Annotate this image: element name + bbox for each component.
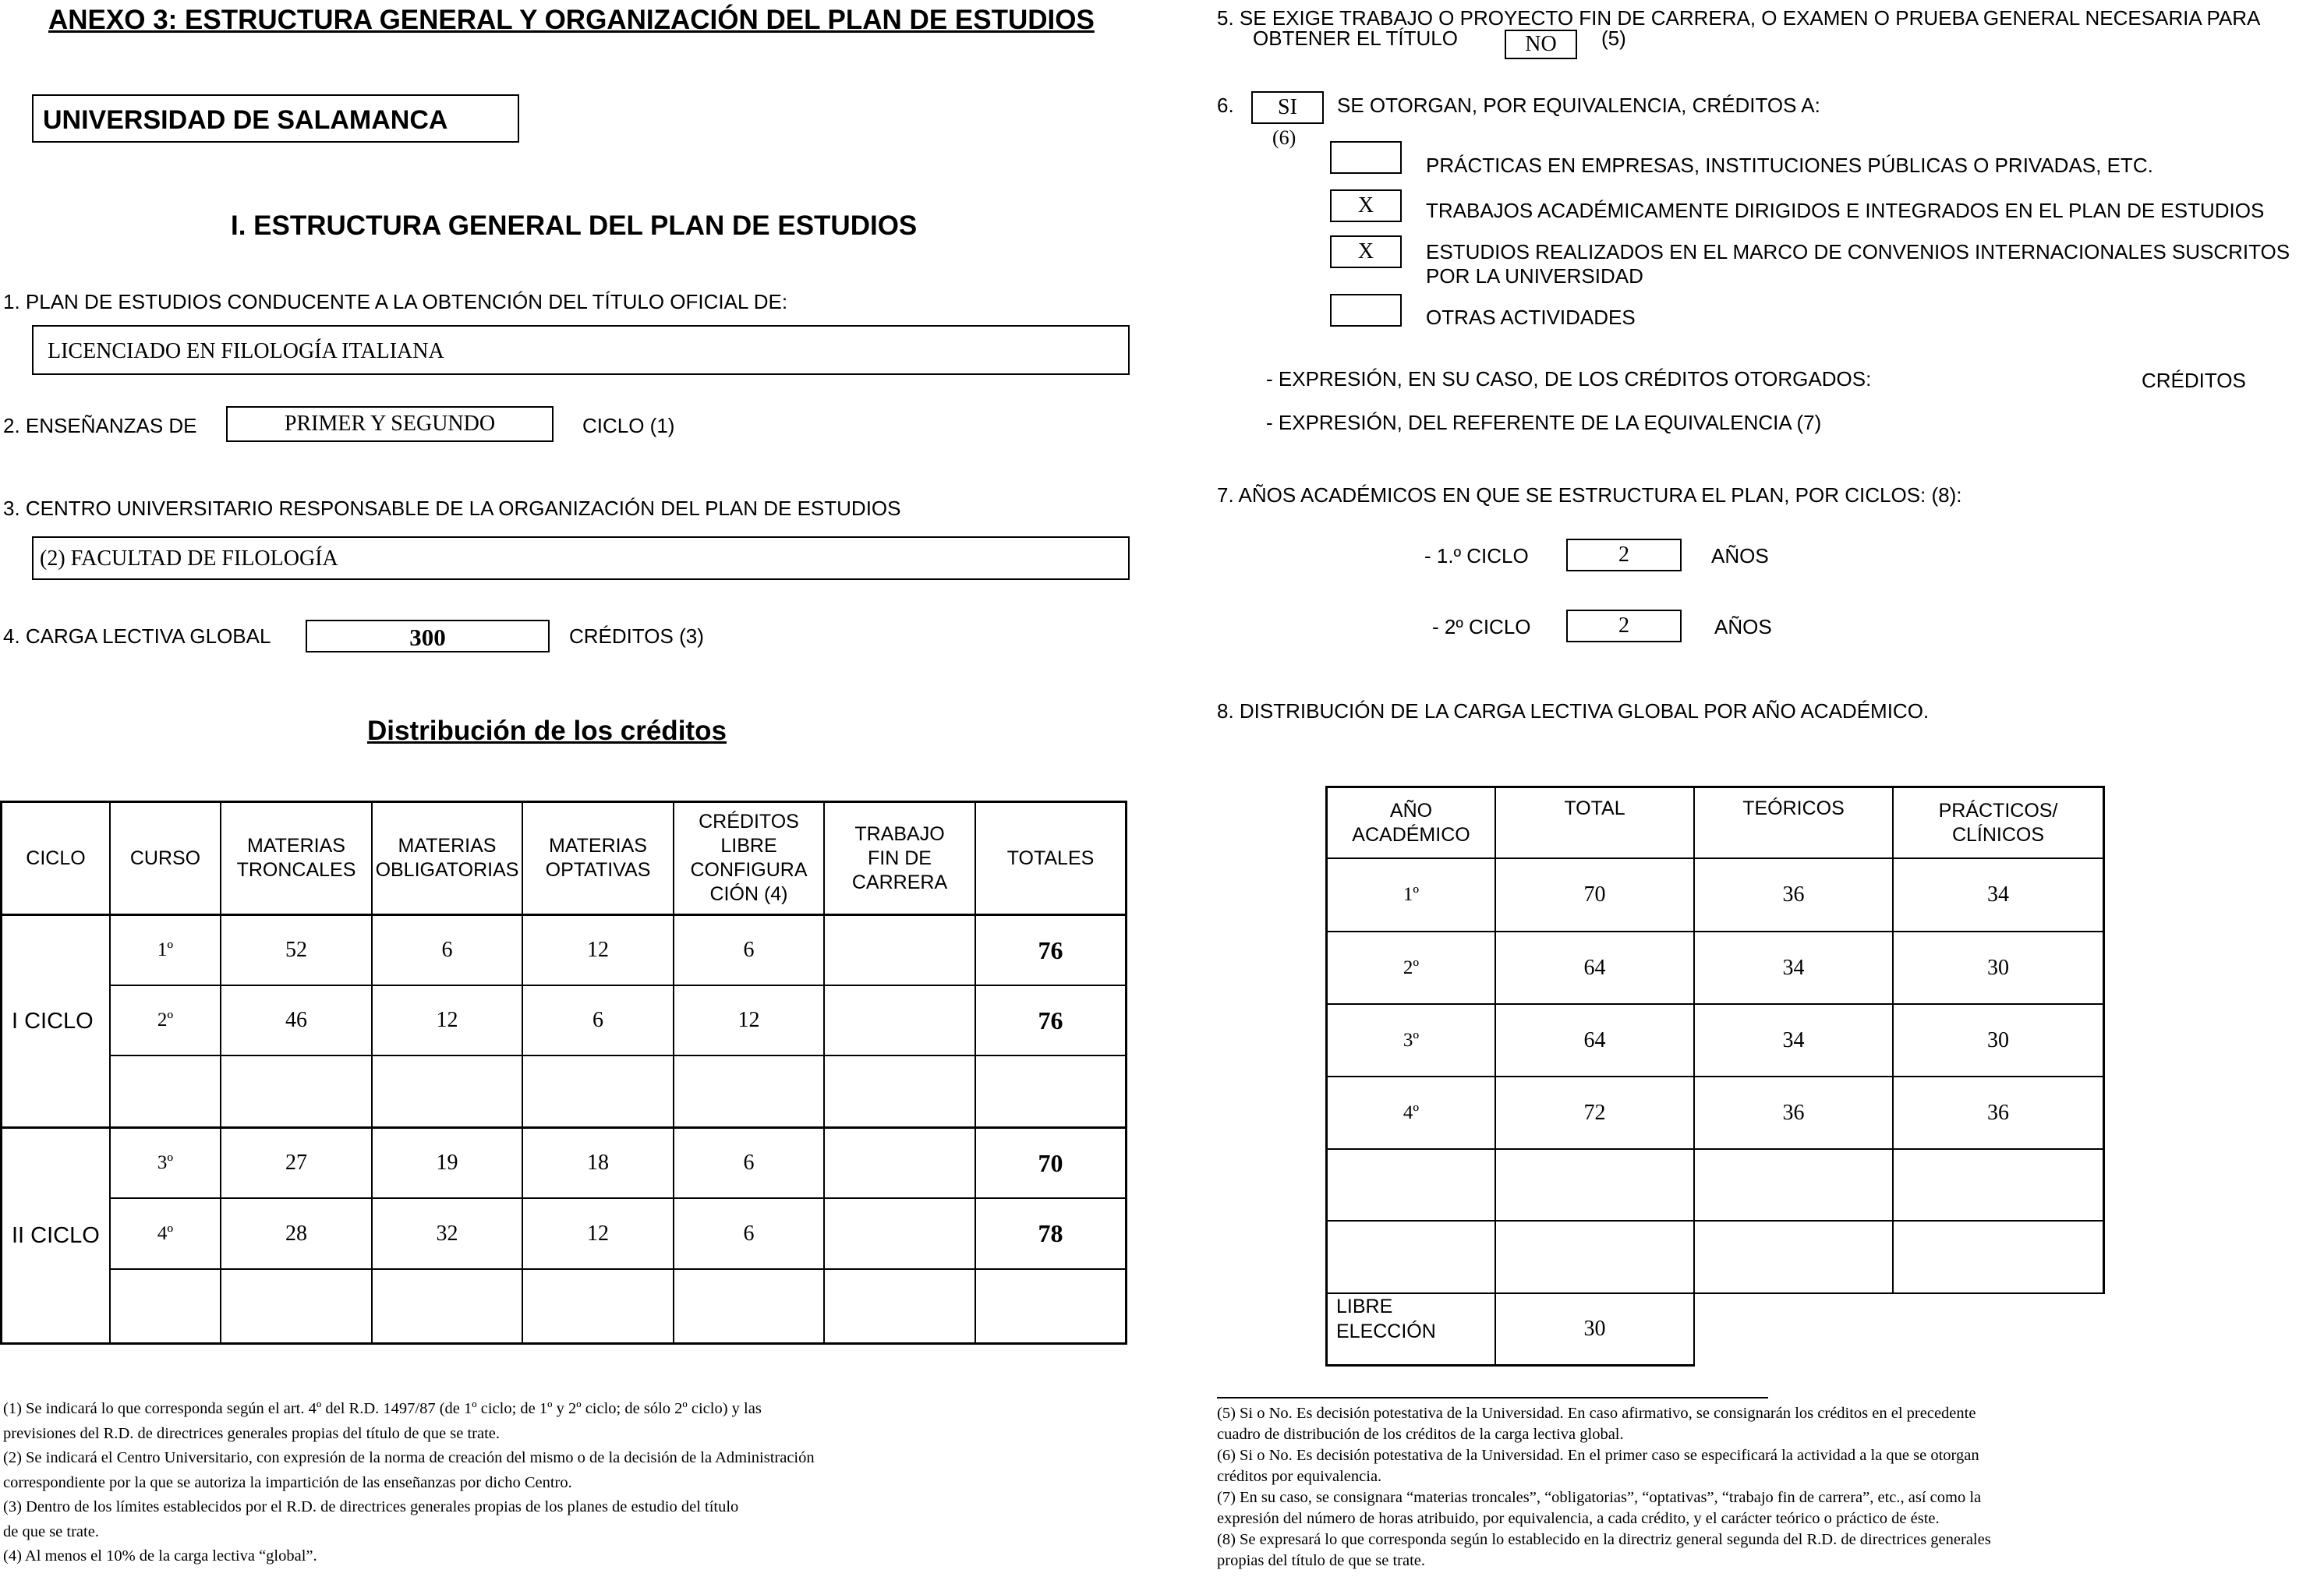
cell-obligatorias: 6 bbox=[441, 938, 453, 962]
expression-credits-label: - EXPRESIÓN, EN SU CASO, DE LOS CRÉDITOS OTORGADOS: bbox=[1266, 367, 1872, 391]
footnote-line: (3) Dentro de los límites establecidos por el R.D. de directrices generales propias de los planes de estudio del título bbox=[3, 1498, 739, 1515]
cell-practicos: 36 bbox=[1987, 1100, 2009, 1125]
cell-total bbox=[1496, 1222, 1693, 1292]
footnote-line: previsiones del R.D. de directrices generales propias del título de que se trate. bbox=[3, 1424, 500, 1442]
footnote-line: de que se trate. bbox=[3, 1522, 99, 1540]
cell-teoricos bbox=[1695, 1150, 1892, 1220]
cell-trabajo bbox=[825, 1199, 975, 1268]
credits-distribution-table bbox=[0, 801, 1127, 1345]
ciclo-label-1: I CICLO bbox=[12, 1008, 94, 1034]
cell-curso: 4º bbox=[157, 1222, 174, 1244]
cell-troncales: 46 bbox=[285, 1008, 307, 1032]
cell-optativas: 6 bbox=[592, 1008, 603, 1032]
cell-libre bbox=[674, 1270, 823, 1342]
footnote-line: (6) Si o No. Es decisión potestativa de la Universidad. En el primer caso se especificará la actividad a la que se otorgan bbox=[1217, 1447, 1979, 1464]
right-footnotes bbox=[1217, 1404, 2308, 1577]
cell-practicos: 30 bbox=[1987, 955, 2009, 980]
cell-obligatorias: 32 bbox=[436, 1221, 458, 1246]
equivalence-checkbox[interactable] bbox=[1330, 235, 1402, 268]
cell-trabajo bbox=[825, 916, 975, 985]
footnote-line: (7) En su caso, se consignara “materias troncales”, “obligatorias”, “optativas”, “trabajo fin de carrera”, etc., así como la bbox=[1217, 1489, 1982, 1506]
cell-troncales: 52 bbox=[285, 938, 307, 962]
cell-libre bbox=[674, 1056, 823, 1126]
cell-totales bbox=[976, 1270, 1125, 1342]
equivalence-checkbox[interactable] bbox=[1330, 141, 1402, 174]
equivalence-option-label-cont: POR LA UNIVERSIDAD bbox=[1426, 264, 1643, 288]
item6-number: 6. bbox=[1217, 94, 1234, 117]
credits-field bbox=[306, 620, 550, 652]
equivalence-checkbox[interactable] bbox=[1330, 294, 1402, 327]
footnote-line: créditos por equivalencia. bbox=[1217, 1468, 1382, 1485]
cell-year bbox=[1328, 1222, 1495, 1292]
item4-suffix: CRÉDITOS (3) bbox=[569, 624, 704, 648]
equivalence-option-label: ESTUDIOS REALIZADOS EN EL MARCO DE CONVENIOS INTERNACIONALES SUSCRITOS bbox=[1426, 240, 2290, 263]
cell-troncales: 28 bbox=[285, 1221, 307, 1246]
footnote-line: correspondiente por la que se autoriza la impartición de las enseñanzas por dicho Centro. bbox=[3, 1473, 572, 1491]
cell-libre: 12 bbox=[738, 1008, 760, 1032]
cell-troncales bbox=[221, 1270, 371, 1342]
footnote-separator bbox=[1217, 1397, 1768, 1398]
item5-note: (5) bbox=[1601, 27, 1626, 50]
checkbox-mark: X bbox=[1357, 239, 1374, 263]
cell-troncales: 27 bbox=[285, 1151, 307, 1175]
degree-title-field bbox=[32, 325, 1130, 375]
expression-credits-unit: CRÉDITOS bbox=[2142, 369, 2246, 392]
cycle-years-field bbox=[1566, 610, 1682, 642]
item8-label: 8. DISTRIBUCIÓN DE LA CARGA LECTIVA GLOBAL POR AÑO ACADÉMICO. bbox=[1217, 699, 1930, 723]
item7-label: 7. AÑOS ACADÉMICOS EN QUE SE ESTRUCTURA EL PLAN, POR CICLOS: (8): bbox=[1217, 483, 1962, 507]
cell-totales: 78 bbox=[1038, 1219, 1063, 1247]
header-curso: CURSO bbox=[129, 847, 201, 869]
cell-practicos bbox=[1894, 1222, 2103, 1292]
cell-optativas bbox=[523, 1270, 673, 1342]
cycle-years-field bbox=[1566, 539, 1682, 571]
center-value: (2) FACULTAD DE FILOLOGÍA bbox=[40, 546, 338, 571]
cell-total: 64 bbox=[1583, 1027, 1606, 1052]
cycle-label: - 1.º CICLO bbox=[1424, 544, 1529, 568]
cell-libre: 6 bbox=[743, 1151, 755, 1175]
header-totales: TOTALES bbox=[1006, 847, 1095, 869]
annex-title: ANEXO 3: ESTRUCTURA GENERAL Y ORGANIZACIÓN DEL PLAN DE ESTUDIOS bbox=[48, 5, 1095, 35]
cell-teoricos: 34 bbox=[1782, 955, 1805, 980]
cycle-years-value: 2 bbox=[1618, 543, 1629, 567]
degree-title-value: LICENCIADO EN FILOLOGÍA ITALIANA bbox=[48, 339, 444, 363]
cell-year: 2º bbox=[1403, 956, 1420, 978]
cell-obligatorias: 19 bbox=[436, 1151, 458, 1175]
cell-optativas: 12 bbox=[587, 938, 609, 962]
item6-note: (6) bbox=[1272, 126, 1296, 149]
cell-totales: 70 bbox=[1038, 1148, 1063, 1177]
cell-curso: 2º bbox=[157, 1009, 174, 1031]
equivalence-option-label: OTRAS ACTIVIDADES bbox=[1426, 306, 1636, 329]
header-teoricos: TEÓRICOS bbox=[1742, 797, 1845, 819]
cell-total: 70 bbox=[1583, 882, 1606, 907]
footnote-line: (5) Si o No. Es decisión potestativa de la Universidad. En caso afirmativo, se consignarán los créditos en el precedente bbox=[1217, 1405, 1976, 1422]
header-ano-academico: AÑO ACADÉMICO bbox=[1352, 799, 1470, 846]
cell-libre: 6 bbox=[743, 938, 755, 962]
cell-curso bbox=[111, 1270, 220, 1342]
item5-field bbox=[1505, 30, 1577, 59]
ciclo-label-2: II CICLO bbox=[12, 1222, 100, 1248]
university-name: UNIVERSIDAD DE SALAMANCA bbox=[43, 105, 448, 135]
header-practicos: PRÁCTICOS/ CLÍNICOS bbox=[1938, 799, 2058, 846]
item5-line2: OBTENER EL TÍTULO bbox=[1253, 27, 1458, 50]
cell-libre: 6 bbox=[743, 1221, 755, 1246]
left-footnotes bbox=[3, 1397, 1126, 1577]
equivalence-option-label: PRÁCTICAS EN EMPRESAS, INSTITUCIONES PÚBLICAS O PRIVADAS, ETC. bbox=[1426, 154, 2153, 177]
cycle-label: - 2º CICLO bbox=[1432, 615, 1531, 638]
libre-eleccion-value: 30 bbox=[1583, 1317, 1606, 1341]
cell-optativas: 12 bbox=[587, 1221, 609, 1246]
cell-totales: 76 bbox=[1038, 1006, 1063, 1034]
cycle-unit: AÑOS bbox=[1714, 615, 1772, 638]
cell-trabajo bbox=[825, 986, 975, 1055]
section-title: I. ESTRUCTURA GENERAL DEL PLAN DE ESTUDIOS bbox=[231, 210, 918, 241]
footnote-line: (4) Al menos el 10% de la carga lectiva “global”. bbox=[3, 1547, 317, 1565]
cell-totales bbox=[976, 1056, 1125, 1126]
header-libre-configuracion: CRÉDITOS LIBRE CONFIGURA CIÓN (4) bbox=[690, 811, 808, 905]
footnote-line: expresión del número de horas atribuido, por equivalencia, a cada crédito, y el carácter teórico o práctico de éste. bbox=[1217, 1510, 1940, 1527]
footnote-line: cuadro de distribución de los créditos de la carga lectiva global. bbox=[1217, 1426, 1624, 1443]
cell-practicos: 34 bbox=[1987, 882, 2009, 907]
header-trabajo-fin-carrera: TRABAJO FIN DE CARRERA bbox=[851, 822, 948, 893]
equivalence-option-label: TRABAJOS ACADÉMICAMENTE DIRIGIDOS E INTEGRADOS EN EL PLAN DE ESTUDIOS bbox=[1426, 199, 2265, 222]
cycle-value: PRIMER Y SEGUNDO bbox=[284, 412, 496, 436]
cell-teoricos: 36 bbox=[1782, 882, 1805, 907]
cell-obligatorias: 12 bbox=[436, 1008, 458, 1032]
cell-obligatorias bbox=[373, 1270, 522, 1342]
cell-year: 4º bbox=[1403, 1101, 1420, 1123]
item1-label: 1. PLAN DE ESTUDIOS CONDUCENTE A LA OBTENCIÓN DEL TÍTULO OFICIAL DE: bbox=[3, 290, 788, 313]
item2-suffix: CICLO (1) bbox=[582, 414, 675, 437]
libre-eleccion-label: LIBRE ELECCIÓN bbox=[1336, 1296, 1436, 1342]
cycle-years-value: 2 bbox=[1618, 613, 1629, 638]
expression-equivalence-label: - EXPRESIÓN, DEL REFERENTE DE LA EQUIVALENCIA (7) bbox=[1266, 411, 1822, 434]
header-total: TOTAL bbox=[1564, 797, 1625, 819]
cell-trabajo bbox=[825, 1129, 975, 1197]
item6-label: SE OTORGAN, POR EQUIVALENCIA, CRÉDITOS A: bbox=[1337, 94, 1820, 117]
cycle-unit: AÑOS bbox=[1711, 544, 1769, 568]
cell-trabajo bbox=[825, 1056, 975, 1126]
cell-total bbox=[1496, 1150, 1693, 1220]
checkbox-mark: X bbox=[1357, 193, 1374, 217]
item5-line1: 5. SE EXIGE TRABAJO O PROYECTO FIN DE CARRERA, O EXAMEN O PRUEBA GENERAL NECESARIA PARA bbox=[1217, 6, 2261, 30]
item2-label: 2. ENSEÑANZAS DE bbox=[3, 414, 197, 437]
header-optativas: MATERIAS OPTATIVAS bbox=[545, 835, 651, 881]
cell-year: 1º bbox=[1403, 884, 1420, 905]
cell-obligatorias bbox=[373, 1056, 522, 1126]
cell-curso bbox=[111, 1056, 220, 1126]
cell-year bbox=[1328, 1150, 1495, 1220]
cell-year: 3º bbox=[1403, 1029, 1420, 1051]
footnote-line: (1) Se indicará lo que corresponda según el art. 4º del R.D. 1497/87 (de 1º ciclo; de 1º y 2º ciclo; de sólo 2º ciclo) y las bbox=[3, 1400, 762, 1417]
annual-load-table bbox=[1325, 786, 2105, 1367]
item6-value: SI bbox=[1278, 95, 1297, 119]
university-box bbox=[32, 94, 519, 143]
cycle-field bbox=[226, 406, 554, 442]
cell-optativas: 18 bbox=[587, 1151, 609, 1175]
equivalence-checkbox[interactable] bbox=[1330, 189, 1402, 222]
cell-totales: 76 bbox=[1038, 935, 1063, 964]
cell-teoricos bbox=[1695, 1222, 1892, 1292]
header-obligatorias: MATERIAS OBLIGATORIAS bbox=[375, 835, 519, 881]
cell-troncales bbox=[221, 1056, 371, 1126]
footnote-line: propias del título de que se trate. bbox=[1217, 1552, 1425, 1569]
cell-total: 64 bbox=[1583, 955, 1606, 980]
center-field bbox=[32, 536, 1130, 580]
footnote-line: (2) Se indicará el Centro Universitario, con expresión de la norma de creación del mismo o de la decisión de la Administración bbox=[3, 1449, 815, 1466]
credits-value: 300 bbox=[409, 624, 446, 651]
distribution-title: Distribución de los créditos bbox=[367, 716, 727, 746]
cell-curso: 3º bbox=[157, 1152, 174, 1173]
cell-practicos: 30 bbox=[1987, 1027, 2009, 1052]
cell-curso: 1º bbox=[157, 939, 174, 960]
item6-field bbox=[1251, 91, 1324, 124]
cell-teoricos: 34 bbox=[1782, 1027, 1805, 1052]
header-troncales: MATERIAS TRONCALES bbox=[236, 835, 356, 881]
item5-value: NO bbox=[1525, 32, 1557, 56]
footnote-line: (8) Se expresará lo que corresponda según lo establecido en la directriz general segunda del R.D. de directrices generales bbox=[1217, 1531, 1991, 1548]
cell-trabajo bbox=[825, 1270, 975, 1342]
header-ciclo: CICLO bbox=[26, 847, 86, 869]
item4-label: 4. CARGA LECTIVA GLOBAL bbox=[3, 624, 271, 648]
item3-label: 3. CENTRO UNIVERSITARIO RESPONSABLE DE LA ORGANIZACIÓN DEL PLAN DE ESTUDIOS bbox=[3, 497, 901, 520]
cell-total: 72 bbox=[1583, 1100, 1606, 1125]
cell-optativas bbox=[523, 1056, 673, 1126]
cell-teoricos: 36 bbox=[1782, 1100, 1805, 1125]
cell-practicos bbox=[1894, 1150, 2103, 1220]
